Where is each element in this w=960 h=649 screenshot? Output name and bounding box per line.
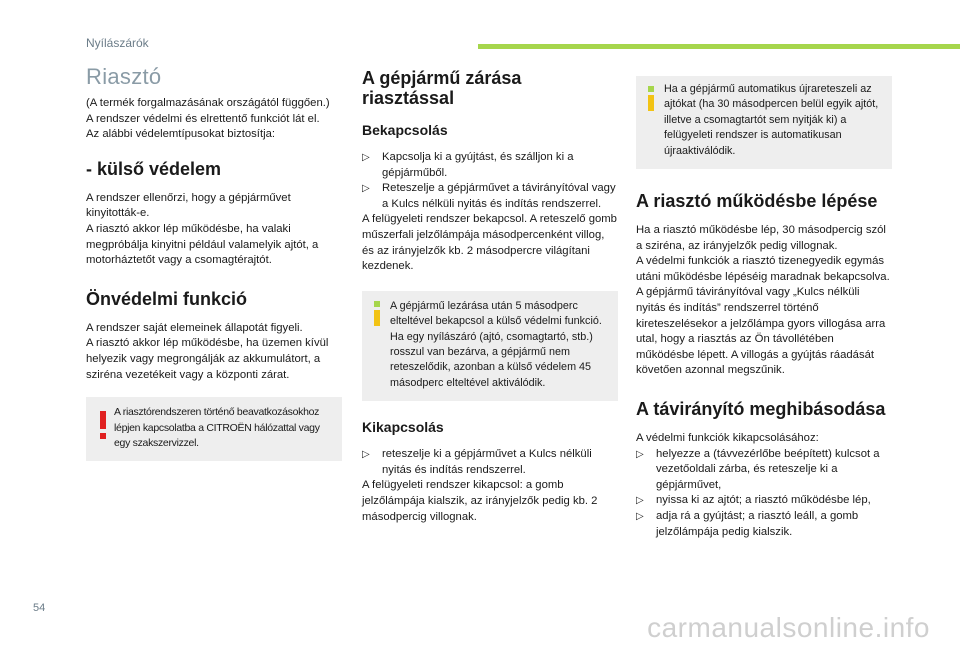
right-arrow-hollow-icon: ▷: [362, 152, 370, 163]
watermark: carmanualsonline.info: [647, 612, 930, 643]
heading-bekapcsolas: Bekapcsolás: [362, 122, 448, 138]
warning-box: [86, 397, 342, 461]
right-arrow-hollow-icon: ▷: [636, 495, 644, 507]
right-arrow-hollow-icon: ▷: [636, 448, 644, 460]
list-item: ▷ nyissa ki az ajtót; a riasztó működésbe lép,: [636, 493, 892, 509]
info-box: [362, 291, 618, 401]
right-arrow-hollow-icon: ▷: [362, 449, 370, 461]
info-text-1: A gépjármű lezárása után 5 másodperc elteltével bekapcsol a külső védelmi funkció.: [390, 299, 602, 328]
mukodes-text-2: A védelmi funkciók a riasztó tizenegyedik egymás utáni működésbe lépéséig maradnak bekapcsolva.: [636, 255, 890, 283]
mukodes-text-1: Ha a riasztó működésbe lép, 30 másodpercig szól a sziréna, az irányjelzők pedig villognak.: [636, 224, 886, 252]
auto-relock-text: Ha a gépjármű automatikus újrareteszeli az ajtókat (ha 30 másodpercen belül egyik ajtót, illetve a csomagtartót sem nyitják ki) a felügyeleti rendszer is automatikusan újraaktiválódik.: [664, 83, 879, 157]
taviranyito-intro: A védelmi funkciók kikapcsolásához:: [636, 431, 819, 444]
page-title: Riasztó: [86, 64, 162, 89]
onvedelmi-text-1: A rendszer saját elemeinek állapotát figyeli.: [86, 321, 303, 334]
right-arrow-hollow-icon: ▷: [362, 183, 370, 195]
list-item: ▷ Reteszelje a gépjárművet a távirányítóval vagy a Kulcs nélküli nyitás és indítás rendszerrel.: [362, 182, 616, 210]
onvedelmi-text-2: A riasztó akkor lép működésbe, ha üzemen kívül helyezik vagy megrongálják az akkumulátort, a sziréna vezetékeit vagy a központi zárat.: [86, 337, 329, 381]
intro-line-3: Az alábbi védelemtípusokat biztosítja:: [86, 128, 276, 141]
intro-line-1: (A termék forgalmazásának országától függően.): [86, 97, 330, 109]
heading-taviranyito: A távirányító meghibásodása: [636, 398, 886, 419]
heading-mukodesbe-lepese: A riasztó működésbe lépése: [636, 191, 878, 212]
mukodes-text-3: A gépjármű távirányítóval vagy „Kulcs nélküli nyitás és indítás” rendszerrel történő kireteszelésekor a jelzőlámpa gyors villogása arra utal, hogy a riasztás az Ön távollétében működésbe lépett. A villogás a gyújtás ráadását követően azonnal megszűnik.: [636, 286, 886, 377]
info-text-2: Ha egy nyílászáró (ajtó, csomagtartó, stb.) rosszul van bezárva, a gépjármű nem reteszelődik, azonban a külső védelem 45 másodperc elteltével aktiválódik.: [390, 330, 593, 389]
column-3: [636, 60, 892, 540]
list-item: ▷ adja rá a gyújtást; a riasztó leáll, a gomb jelzőlámpája pedig kialszik.: [636, 509, 859, 538]
page-number: 54: [33, 602, 46, 614]
heading-onvedelmi: Önvédelmi funkció: [86, 288, 248, 309]
list-item: ▷ helyezze a (távvezérlőbe beépített) kulcsot a vezetőoldali zárba, és reteszelje ki a gépjárművet,: [636, 447, 880, 491]
section-accent-bar: [478, 44, 960, 49]
column-1: [86, 60, 342, 471]
heading-kikapcsolas: Kikapcsolás: [362, 419, 444, 436]
right-arrow-hollow-icon: ▷: [636, 510, 644, 522]
warning-text: A riasztórendszeren történő beavatkozásokhoz lépjen kapcsolatba a CITROËN hálózattal vagy egy szakszervizzel.: [114, 406, 320, 449]
section-label: Nyílászárók: [86, 36, 149, 50]
intro-line-2: A rendszer védelmi és elrettentő funkciót lát el.: [86, 112, 320, 125]
column-2: [362, 60, 618, 525]
bekapcsolas-text: A felügyeleti rendszer bekapcsol. A reteszelő gomb műszerfali jelzőlámpája másodpercenként villog, és az irányjelzők kb. 2 másodpercre világítani kezdenek.: [362, 213, 617, 273]
info-box-auto-relock: [636, 76, 892, 169]
list-item: ▷ reteszelje ki a gépjárművet a Kulcs nélküli nyitás és indítás rendszerrel.: [362, 448, 592, 476]
kulso-text-1: A rendszer ellenőrzi, hogy a gépjárművet kinyitották-e.: [86, 191, 291, 220]
heading-kulso-vedelem: - külső védelem: [86, 158, 222, 179]
kikapcsolas-text: A felügyeleti rendszer kikapcsol: a gomb jelzőlámpája kialszik, az irányjelzők pedig kb. 2 másodpercig villognak.: [362, 479, 598, 523]
heading-zarasa: A gépjármű zárása riasztással: [362, 68, 522, 108]
list-item: ▷ Kapcsolja ki a gyújtást, és szálljon ki a gépjárműből.: [362, 151, 574, 179]
kulso-text-2: A riasztó akkor lép működésbe, ha valaki megpróbálja kinyitni például valamelyik ajtót, a motorháztetőt vagy a csomagtérajtót.: [86, 222, 319, 267]
